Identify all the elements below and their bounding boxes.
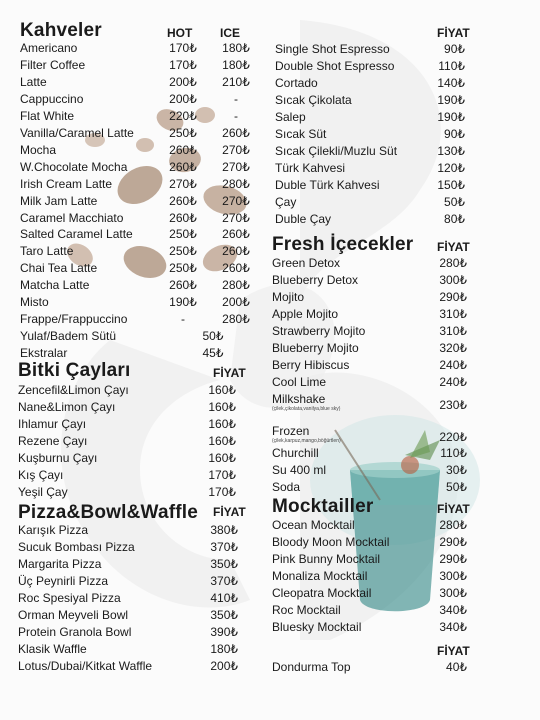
- menu-item-row: [272, 358, 472, 373]
- menu-item-row: [18, 451, 236, 466]
- menu-item-row: [272, 620, 472, 635]
- menu-item-row: [20, 346, 260, 361]
- menu-item-row: [20, 329, 260, 344]
- menu-item-row: [275, 42, 475, 57]
- item-name: Bloody Moon Mocktail: [272, 535, 390, 549]
- menu-item-row: [20, 92, 260, 107]
- menu-item-row: [20, 41, 260, 56]
- item-price-hot: 170₺: [169, 41, 197, 55]
- item-price-hot: 260₺: [169, 193, 197, 208]
- item-price: 300₺: [439, 586, 467, 600]
- menu-item-row: [18, 642, 238, 657]
- menu-item-row: [20, 75, 260, 90]
- item-name: Üç Peynirli Pizza: [18, 574, 109, 588]
- item-name: W.Chocolate Mocha: [20, 159, 128, 174]
- menu-item-row: [275, 93, 475, 108]
- column-header-price: FİYAT: [437, 26, 470, 40]
- item-price-hot: 260₺: [169, 142, 197, 157]
- item-name: Latte: [20, 74, 47, 89]
- item-name: Taro Latte: [20, 244, 74, 259]
- item-price: 290₺: [439, 552, 467, 566]
- item-name: Strawberry Mojito: [272, 324, 366, 338]
- menu-item-row: [272, 290, 472, 305]
- menu-item-row: [20, 278, 260, 293]
- menu-item-row: [20, 109, 260, 124]
- item-price-ice: 280₺: [222, 176, 250, 191]
- item-price-ice: 270₺: [222, 193, 250, 208]
- item-price: 170₺: [208, 468, 236, 482]
- item-price: 160₺: [208, 451, 236, 465]
- item-name: Caramel Macchiato: [20, 210, 124, 225]
- item-price: 310₺: [439, 324, 467, 338]
- menu-item-row: [20, 160, 260, 175]
- column-header-price: FİYAT: [437, 644, 470, 658]
- item-price-ice: 260₺: [222, 125, 250, 140]
- section-title: Bitki Çayları: [18, 360, 131, 381]
- item-price: 110₺: [440, 446, 467, 460]
- item-price-ice: 260₺: [222, 261, 250, 276]
- item-name: Misto: [20, 295, 49, 310]
- item-price-ice: 270₺: [222, 159, 250, 174]
- item-price-hot: 260₺: [169, 159, 197, 174]
- item-price-hot: 170₺: [169, 57, 197, 72]
- section-title: Kahveler: [20, 20, 102, 41]
- menu-item-row: [20, 244, 260, 259]
- item-price: 170₺: [208, 485, 236, 499]
- item-name: Milk Jam Latte: [20, 193, 98, 208]
- item-price: 160₺: [208, 434, 236, 448]
- section-title: Fresh İçecekler: [272, 234, 414, 255]
- item-name: Su 400 ml: [272, 463, 327, 477]
- item-price-hot: 200₺: [169, 74, 197, 89]
- item-name: Soda: [272, 480, 301, 494]
- column-header-price: FİYAT: [437, 240, 470, 254]
- item-price-ice: 260₺: [222, 244, 250, 259]
- item-price: 110₺: [438, 59, 465, 73]
- item-price: 290₺: [439, 290, 467, 304]
- item-price-hot: 190₺: [169, 295, 197, 310]
- menu-item-row: [18, 523, 238, 538]
- menu-item-row: [272, 569, 472, 584]
- item-name: Berry Hibiscus: [272, 358, 350, 372]
- menu-item-row: [272, 256, 472, 271]
- item-name: Sıcak Süt: [275, 127, 327, 141]
- menu-item-row: [272, 324, 472, 339]
- item-price-ice: 260₺: [222, 227, 250, 242]
- item-price: 30₺: [446, 463, 467, 477]
- section-title: Mocktailler: [272, 496, 374, 517]
- item-name: Milkshake: [272, 392, 326, 406]
- menu-item-row: [18, 625, 238, 640]
- menu-item-row: [272, 535, 472, 550]
- item-name: Kış Çayı: [18, 468, 64, 482]
- item-price: 350₺: [210, 608, 238, 622]
- item-price: 130₺: [437, 144, 465, 158]
- menu-item-row: [272, 446, 472, 461]
- item-price: 160₺: [208, 417, 236, 431]
- item-price-ice: 210₺: [222, 74, 250, 89]
- menu-item-row: [272, 375, 472, 390]
- item-price-ice: -: [234, 91, 238, 106]
- item-name: Cappuccino: [20, 91, 84, 106]
- item-price-ice: 270₺: [222, 142, 250, 157]
- item-name: Chai Tea Latte: [20, 261, 98, 276]
- item-price: 50₺: [202, 329, 224, 344]
- menu-item-row: [18, 574, 238, 589]
- menu-item-row: [20, 126, 260, 141]
- item-name: Bluesky Mocktail: [272, 620, 362, 634]
- item-name: Cool Lime: [272, 375, 327, 389]
- column-header-price: FİYAT: [213, 505, 246, 519]
- item-name: Flat White: [20, 108, 75, 123]
- item-price: 410₺: [210, 591, 238, 605]
- item-name: Single Shot Espresso: [275, 42, 390, 56]
- item-price: 90₺: [444, 42, 465, 56]
- item-price-ice: 280₺: [222, 278, 250, 293]
- item-name: Ihlamur Çayı: [18, 417, 87, 431]
- item-price: 340₺: [439, 620, 467, 634]
- item-price: 230₺: [439, 398, 467, 412]
- column-header-hot: HOT: [167, 26, 193, 40]
- menu-item-row: [18, 485, 236, 500]
- item-price-ice: 180₺: [222, 57, 250, 72]
- item-price-hot: 270₺: [169, 176, 197, 191]
- menu-item-row: [272, 463, 472, 478]
- item-name: Apple Mojito: [272, 307, 339, 321]
- menu-item-row: [20, 143, 260, 158]
- item-name: Zencefil&Limon Çayı: [18, 383, 129, 397]
- item-name: Americano: [20, 41, 78, 55]
- item-name: Roc Spesiyal Pizza: [18, 591, 121, 605]
- column-header-price: FİYAT: [213, 366, 246, 380]
- item-price: 310₺: [439, 307, 467, 321]
- section-title: Pizza&Bowl&Waffle: [18, 502, 199, 523]
- item-price: 280₺: [439, 518, 467, 532]
- menu-item-row: [275, 59, 475, 74]
- menu-item-row: [18, 417, 236, 432]
- item-name: Cortado: [275, 76, 318, 90]
- menu-item-row: [18, 468, 236, 483]
- item-price: 50₺: [444, 195, 465, 209]
- item-price-ice: 200₺: [222, 295, 250, 310]
- menu-item-row: [20, 211, 260, 226]
- item-price-hot: 250₺: [169, 227, 197, 242]
- item-description: (çilek,karpuz,mango,böğürtlen): [272, 438, 341, 444]
- item-name: Blueberry Mojito: [272, 341, 359, 355]
- item-price: 370₺: [210, 574, 238, 588]
- menu-item-row: [275, 212, 475, 227]
- item-price: 240₺: [439, 358, 467, 372]
- item-price-ice: 180₺: [222, 41, 250, 55]
- item-name: Salted Caramel Latte: [20, 227, 133, 242]
- item-price: 390₺: [210, 625, 238, 639]
- item-price-hot: 250₺: [169, 261, 197, 276]
- item-price: 290₺: [439, 535, 467, 549]
- item-name: Mojito: [272, 290, 305, 304]
- item-name: Roc Mocktail: [272, 603, 341, 617]
- column-header-price: FİYAT: [437, 502, 470, 516]
- item-name: Sıcak Çikolata: [275, 93, 352, 107]
- item-price: 40₺: [446, 660, 467, 674]
- item-name: Karışık Pizza: [18, 523, 89, 537]
- item-name: Nane&Limon Çayı: [18, 400, 116, 414]
- item-price: 380₺: [210, 523, 238, 537]
- menu-item-row: [18, 591, 238, 606]
- menu-item-row: [272, 660, 472, 675]
- item-name: Protein Granola Bowl: [18, 625, 132, 639]
- menu-item-row: [275, 144, 475, 159]
- item-description: (çilek,çikolata,vanilya,blue sky): [272, 406, 341, 412]
- section-pizza-bowl-waffle: [18, 502, 250, 673]
- menu-item-row: [20, 312, 260, 327]
- menu-item-row: [272, 341, 472, 356]
- section-mocktailler: [272, 496, 477, 634]
- menu-item-row: [272, 480, 472, 495]
- item-price-hot: 260₺: [169, 210, 197, 225]
- menu-item-row: [275, 76, 475, 91]
- menu-item-row: [20, 194, 260, 209]
- section-fresh-icecekler: [272, 234, 477, 494]
- menu-item-row: [20, 177, 260, 192]
- menu-item-row: [272, 552, 472, 567]
- item-price: 80₺: [444, 212, 465, 226]
- menu-item-row: [272, 586, 472, 601]
- menu-item-row: [18, 400, 236, 415]
- item-name: Matcha Latte: [20, 278, 90, 293]
- item-name: Ekstralar: [20, 346, 68, 361]
- item-name: Margarita Pizza: [18, 557, 102, 571]
- item-price: 370₺: [210, 540, 238, 554]
- item-name: Blueberry Detox: [272, 273, 359, 287]
- item-price-ice: 270₺: [222, 210, 250, 225]
- item-name: Sıcak Çilekli/Muzlu Süt: [275, 144, 398, 158]
- menu-item-row: [18, 540, 238, 555]
- column-header-ice: ICE: [220, 26, 241, 40]
- item-name: Churchill: [272, 446, 319, 460]
- item-price: 240₺: [439, 375, 467, 389]
- item-name: Ocean Mocktail: [272, 518, 355, 532]
- item-name: Irish Cream Latte: [20, 176, 113, 191]
- item-price: 140₺: [437, 76, 465, 90]
- item-price: 320₺: [439, 341, 467, 355]
- item-name: Cleopatra Mocktail: [272, 586, 372, 600]
- item-name: Double Shot Espresso: [275, 59, 395, 73]
- menu-item-row: [20, 261, 260, 276]
- menu-item-row: [275, 195, 475, 210]
- item-price: 180₺: [210, 642, 238, 656]
- item-price: 90₺: [444, 127, 465, 141]
- item-name: Yulaf/Badem Sütü: [20, 329, 117, 344]
- item-name: Sucuk Bombası Pizza: [18, 540, 135, 554]
- item-price: 280₺: [439, 256, 467, 270]
- item-name: Dondurma Top: [272, 660, 351, 674]
- item-price-hot: 200₺: [169, 91, 197, 106]
- item-price: 120₺: [437, 161, 465, 175]
- menu-item-row: [275, 178, 475, 193]
- item-name: Türk Kahvesi: [275, 161, 346, 175]
- menu-item-row: [18, 434, 236, 449]
- item-price: 350₺: [210, 557, 238, 571]
- item-name: Frozen: [272, 424, 310, 438]
- item-name: Çay: [275, 195, 297, 209]
- item-price: 160₺: [208, 400, 236, 414]
- item-name: Filter Coffee: [20, 57, 86, 72]
- item-price: 220₺: [439, 430, 467, 444]
- item-name: Klasik Waffle: [18, 642, 87, 656]
- item-name: Pink Bunny Mocktail: [272, 552, 381, 566]
- item-price-ice: -: [234, 108, 238, 123]
- item-price: 190₺: [437, 93, 465, 107]
- item-price-hot: 250₺: [169, 244, 197, 259]
- menu-item-row: [275, 127, 475, 142]
- item-name: Lotus/Dubai/Kitkat Waffle: [18, 659, 153, 673]
- item-name: Kuşburnu Çayı: [18, 451, 98, 465]
- menu-item-row: [272, 424, 472, 444]
- menu-item-row: [20, 58, 260, 73]
- menu-item-row: [275, 110, 475, 125]
- item-price: 200₺: [210, 659, 238, 673]
- menu-item-row: [18, 659, 238, 674]
- menu-item-row: [272, 307, 472, 322]
- item-name: Vanilla/Caramel Latte: [20, 125, 134, 140]
- menu-item-row: [275, 161, 475, 176]
- item-price: 150₺: [437, 178, 465, 192]
- section-kahveler: [20, 20, 260, 361]
- item-name: Mocha: [20, 142, 57, 157]
- item-price: 300₺: [439, 273, 467, 287]
- menu-item-row: [18, 608, 238, 623]
- menu-item-row: [20, 295, 260, 310]
- item-price-hot: 250₺: [169, 125, 197, 140]
- menu-item-row: [20, 227, 260, 242]
- item-name: Yeşil Çay: [18, 485, 68, 499]
- item-price-hot: 260₺: [169, 278, 197, 293]
- item-price: 300₺: [439, 569, 467, 583]
- item-name: Orman Meyveli Bowl: [18, 608, 129, 622]
- item-name: Duble Çay: [275, 212, 332, 226]
- menu-item-row: [18, 557, 238, 572]
- item-price-hot: 220₺: [169, 108, 197, 123]
- item-price: 45₺: [202, 346, 224, 361]
- item-price: 160₺: [208, 383, 236, 397]
- item-name: Salep: [275, 110, 306, 124]
- menu-item-row: [18, 383, 236, 398]
- menu-item-row: [272, 603, 472, 618]
- menu-item-row: [272, 392, 472, 412]
- item-price-ice: 280₺: [222, 312, 250, 327]
- menu-item-row: [272, 518, 472, 533]
- item-price: 340₺: [439, 603, 467, 617]
- item-name: Monaliza Mocktail: [272, 569, 368, 583]
- section-bitki-caylari: [18, 360, 248, 499]
- item-name: Frappe/Frappuccino: [20, 312, 128, 327]
- menu-item-row: [272, 273, 472, 288]
- item-name: Rezene Çayı: [18, 434, 88, 448]
- item-name: Duble Türk Kahvesi: [275, 178, 380, 192]
- item-price-hot: -: [181, 312, 185, 327]
- item-price: 50₺: [446, 480, 467, 494]
- item-price: 190₺: [437, 110, 465, 124]
- item-name: Green Detox: [272, 256, 341, 270]
